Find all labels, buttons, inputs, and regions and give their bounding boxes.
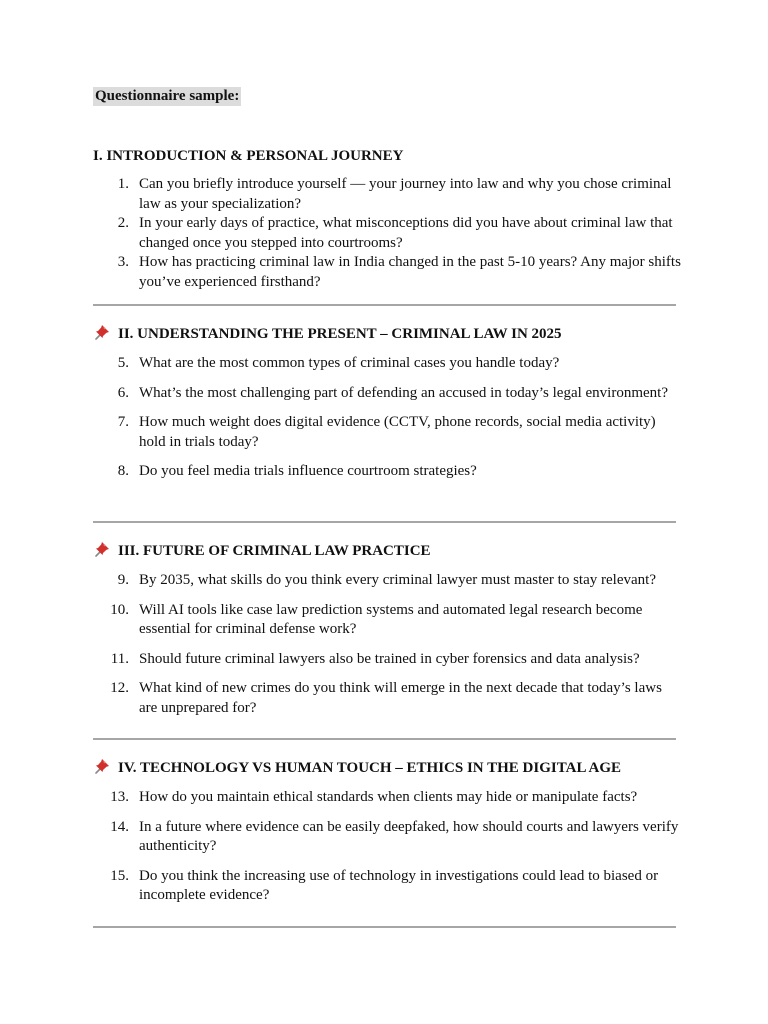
question-number: 15. [110, 867, 129, 884]
document-title: Questionnaire sample: [95, 88, 240, 104]
question-item [93, 462, 683, 482]
question-number: 14. [110, 818, 129, 835]
question-item [93, 679, 683, 718]
question-item [93, 867, 683, 906]
question-number: 13. [110, 789, 129, 805]
question-number: 3. [117, 254, 129, 270]
question-text: By 2035, what skills do you think every criminal lawyer must master to stay relevant? [139, 572, 656, 588]
question-item [93, 253, 683, 292]
question-number: 6. [117, 384, 129, 401]
section-heading-text: III. FUTURE OF CRIMINAL LAW PRACTICE [118, 543, 431, 559]
question-text: Do you feel media trials influence courtroom strategies? [139, 463, 477, 479]
pushpin-icon [93, 540, 111, 558]
question-number: 9. [117, 572, 129, 588]
question-item [93, 175, 683, 214]
question-text: Do you think the increasing use of technology in investigations could lead to biased or incomplete evidence? [139, 867, 659, 903]
question-text: In your early days of practice, what misconceptions did you have about criminal law that changed once you stepped into courtrooms? [139, 215, 673, 251]
section-heading-ethics [93, 757, 621, 778]
section-divider [93, 521, 676, 523]
section-divider [93, 304, 676, 306]
question-item [93, 354, 683, 374]
question-number: 12. [110, 680, 129, 696]
section-divider [93, 738, 676, 740]
question-list-present [93, 354, 683, 482]
question-text: What kind of new crimes do you think will emerge in the next decade that today’s laws are unprepared for? [139, 680, 662, 716]
question-number: 11. [110, 650, 129, 667]
section-heading-present [93, 323, 562, 344]
question-number: 1. [117, 176, 129, 192]
section-heading-text: IV. TECHNOLOGY VS HUMAN TOUCH – ETHICS IN THE DIGITAL AGE [118, 760, 622, 776]
question-number: 7. [117, 414, 129, 430]
question-text: Can you briefly introduce yourself — your journey into law and why you chose criminal law as your specialization? [139, 176, 672, 212]
question-item [93, 601, 683, 640]
pushpin-icon [93, 757, 111, 775]
section-heading-text: II. UNDERSTANDING THE PRESENT – CRIMINAL LAW IN 2025 [118, 326, 562, 342]
section-heading-text: I. INTRODUCTION & PERSONAL JOURNEY [93, 148, 404, 164]
question-text: In a future where evidence can be easily deepfaked, how should courts and lawyers verify authenticity? [139, 818, 679, 854]
question-list-introduction [93, 175, 683, 292]
question-number: 10. [110, 601, 129, 618]
question-item [93, 571, 683, 591]
question-item [93, 650, 683, 670]
question-text: What’s the most challenging part of defending an accused in today’s legal environment? [139, 384, 668, 401]
question-list-future [93, 571, 683, 718]
section-heading-introduction [93, 146, 403, 166]
question-text: How has practicing criminal law in India changed in the past 5-10 years? Any major shifts you’ve experienced firsthand? [139, 254, 681, 290]
section-divider [93, 926, 676, 928]
section-heading-future [93, 540, 431, 561]
question-item [93, 788, 683, 808]
question-number: 2. [117, 215, 129, 231]
question-item [93, 384, 683, 404]
question-text: Should future criminal lawyers also be trained in cyber forensics and data analysis? [139, 650, 640, 667]
question-text: Will AI tools like case law prediction systems and automated legal research become essential for criminal defense work? [139, 601, 643, 637]
pushpin-icon [93, 323, 111, 341]
question-text: What are the most common types of criminal cases you handle today? [139, 355, 560, 371]
question-number: 5. [117, 355, 129, 371]
question-item [93, 214, 683, 253]
question-number: 8. [117, 463, 129, 479]
question-text: How do you maintain ethical standards when clients may hide or manipulate facts? [139, 789, 638, 805]
question-list-ethics [93, 788, 683, 906]
question-item [93, 818, 683, 857]
question-item [93, 413, 683, 452]
question-text: How much weight does digital evidence (CCTV, phone records, social media activity) hold in trials today? [139, 414, 656, 450]
